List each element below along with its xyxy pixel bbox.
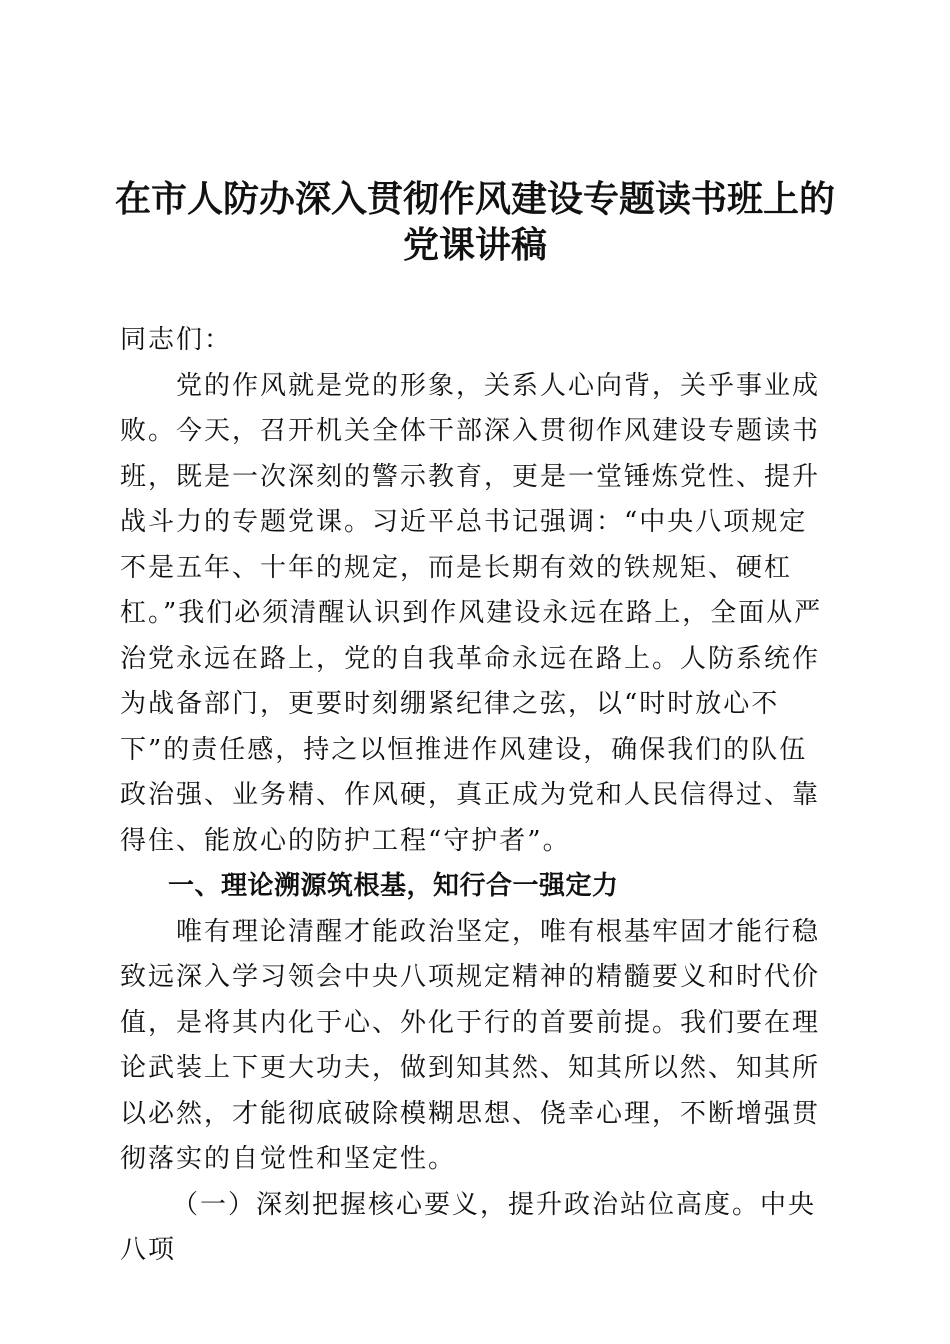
document-body [120,318,832,1274]
paragraph-intro: 党的作风就是党的形象，关系人心向背，关乎事业成败。今天，召开机关全体干部深入贯彻作风建设专题读书班，既是一次深刻的警示教育，更是一堂锤炼党性、提升战斗力的专题党课。习近平总书记强调：“中央八项规定不是五年、十年的规定，而是长期有效的铁规矩、硬杠杠。”我们必须清醒认识到作风建设永远在路上，全面从严治党永远在路上，党的自我革命永远在路上。人防系统作为战备部门，更要时刻绷紧纪律之弦，以“时时放心不下”的责任感，持之以恒推进作风建设，确保我们的队伍政治强、业务精、作风硬，真正成为党和人民信得过、靠得住、能放心的防护工程“守护者”。 [120,370,823,856]
paragraph-subsection-1: （一）深刻把握核心要义，提升政治站位高度。中央八项 [120,1189,817,1265]
paragraph-theory: 唯有理论清醒才能政治坚定，唯有根基牢固才能行稳致远深入学习领会中央八项规定精神的精髓要义和时代价值，是将其内化于心、外化于行的首要前提。我们要在理论武装上下更大功夫，做到知其然、知其所以然、知其所以必然，才能彻底破除模糊思想、侥幸心理，不断增强贯彻落实的自觉性和坚定性。 [120,916,821,1174]
document-title-line-1: 在市人防办深入贯彻作风建设专题读书班上的 [114,178,835,220]
salutation: 同志们： [120,325,233,355]
document-title-line-2: 党课讲稿 [402,224,547,266]
section-heading-1: 一、理论溯源筑根基，知行合一强定力 [168,871,619,901]
